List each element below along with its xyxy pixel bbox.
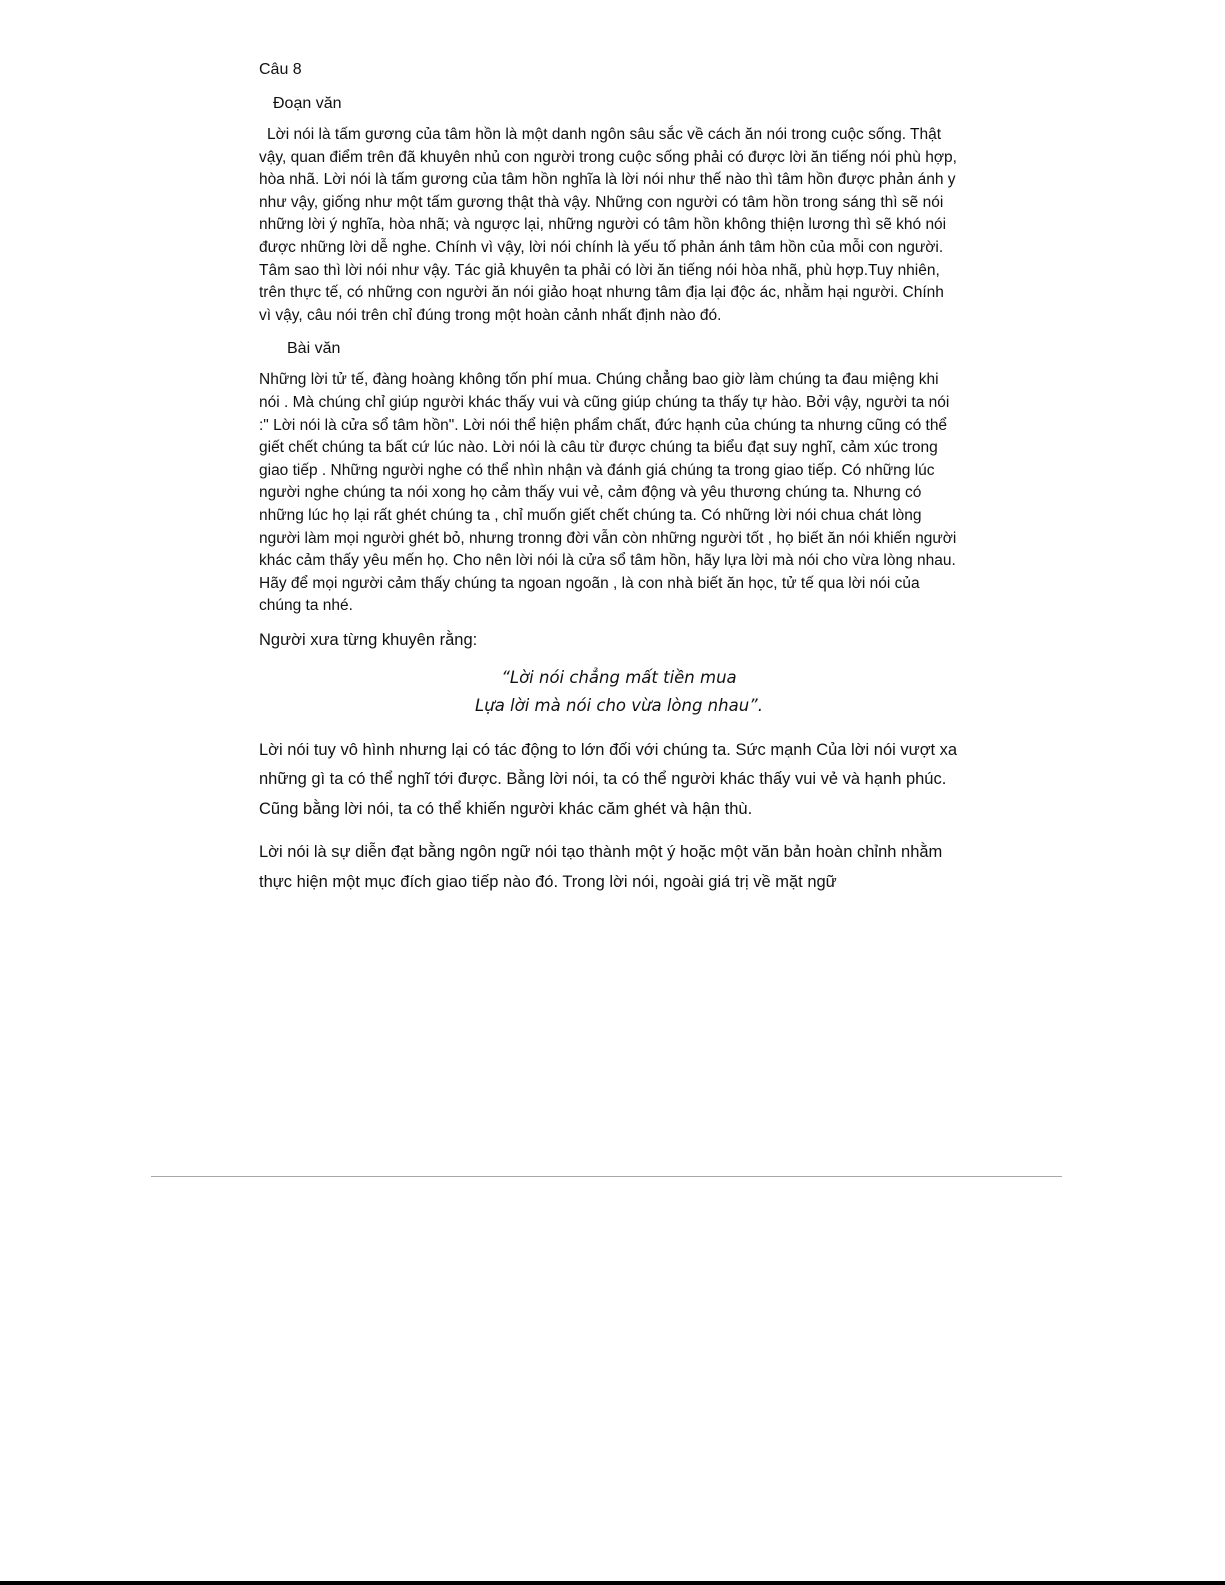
bai-van-heading: Bài văn: [287, 340, 341, 358]
question-label: Câu 8: [259, 61, 302, 78]
doan-van-heading: Đoạn văn: [273, 95, 342, 112]
document-content: [259, 58, 959, 911]
poem-line-2: Lựa lời mà nói cho vừa lòng nhau”.: [475, 695, 763, 715]
bai-van-paragraph-2: Lời nói tuy vô hình nhưng lại có tác động to lớn đối với chúng ta. Sức mạnh Của lời nói vượt xa những gì ta có thể nghĩ tới được. Bằng lời nói, ta có thể người khác thấy vui vẻ và hạnh phúc. Cũng bằng lời nói, ta có thể khiến người khác căm ghét và hận thù.: [259, 740, 958, 818]
poem-line-1: “Lời nói chẳng mất tiền mua: [501, 667, 737, 687]
doan-van-paragraph: Lời nói là tấm gương của tâm hồn là một danh ngôn sâu sắc về cách ăn nói trong cuộc sống. Thật vậy, quan điểm trên đã khuyên nhủ con người trong cuộc sống phải có được lời ăn tiếng nói phù hợp, hòa nhã. Lời nói là tấm gương của tâm hồn nghĩa là lời nói như thế nào thì tâm hồn được phản ánh y như vậy, giống như một tấm gương thật thà vậy. Những con người có tâm hồn trong sáng thì sẽ nói những lời ý nghĩa, hòa nhã; và ngược lại, những người có tâm hồn không thiện lương thì sẽ khó nói được những lời dễ nghe. Chính vì vậy, lời nói chính là yếu tố phản ánh tâm hồn của mỗi con người. Tâm sao thì lời nói như vậy. Tác giả khuyên ta phải có lời ăn tiếng nói hòa nhã, phù hợp.Tuy nhiên, trên thực tế, có những con người ăn nói giảo hoạt nhưng tâm địa lại độc ác, nhằm hại người. Chính vì vậy, câu nói trên chỉ đúng trong một hoàn cảnh nhất định nào đó.: [259, 126, 957, 324]
bai-van-intro: Người xưa từng khuyên rằng:: [259, 630, 478, 649]
bai-van-paragraph-1: Những lời tử tế, đàng hoàng không tốn phí mua. Chúng chẳng bao giờ làm chúng ta đau miệng khi nói . Mà chúng chỉ giúp người khác thấy vui và cũng giúp chúng ta thấy tự hào. Bởi vậy, người ta nói :" Lời nói là cửa sổ tâm hồn". Lời nói thể hiện phẩm chất, đức hạnh của chúng ta nhưng cũng có thể giết chết chúng ta bất cứ lúc nào. Lời nói là câu từ được chúng ta biểu đạt suy nghĩ, cảm xúc trong giao tiếp . Những người nghe có thể nhìn nhận và đánh giá chúng ta trong giao tiếp. Có những lúc người nghe chúng ta nói xong họ cảm thấy vui vẻ, cảm động và yêu thương chúng ta. Nhưng có những lúc họ lại rất ghét chúng ta , chỉ muốn giết chết chúng ta. Có những lời nói chua chát lòng người làm mọi người ghét bỏ, nhưng tronng đời vẫn còn những người tốt , họ biết ăn nói khiến người khác cảm thấy yêu mến họ. Cho nên lời nói là cửa sổ tâm hồn, hãy lựa lời mà nói cho vừa lòng nhau. Hãy để mọi người cảm thấy chúng ta ngoan ngoãn , là con nhà biết ăn học, tử tế qua lời nói của chúng ta nhé.: [259, 371, 957, 615]
page-bottom-edge: [0, 1581, 1225, 1585]
poem-quote: [259, 664, 959, 720]
bai-van-paragraph-3: Lời nói là sự diễn đạt bằng ngôn ngữ nói tạo thành một ý hoặc một văn bản hoàn chỉnh nhằm thực hiện một mục đích giao tiếp nào đó. Trong lời nói, ngoài giá trị về mặt ngữ: [259, 843, 943, 891]
page-footer-divider: [151, 1176, 1062, 1177]
